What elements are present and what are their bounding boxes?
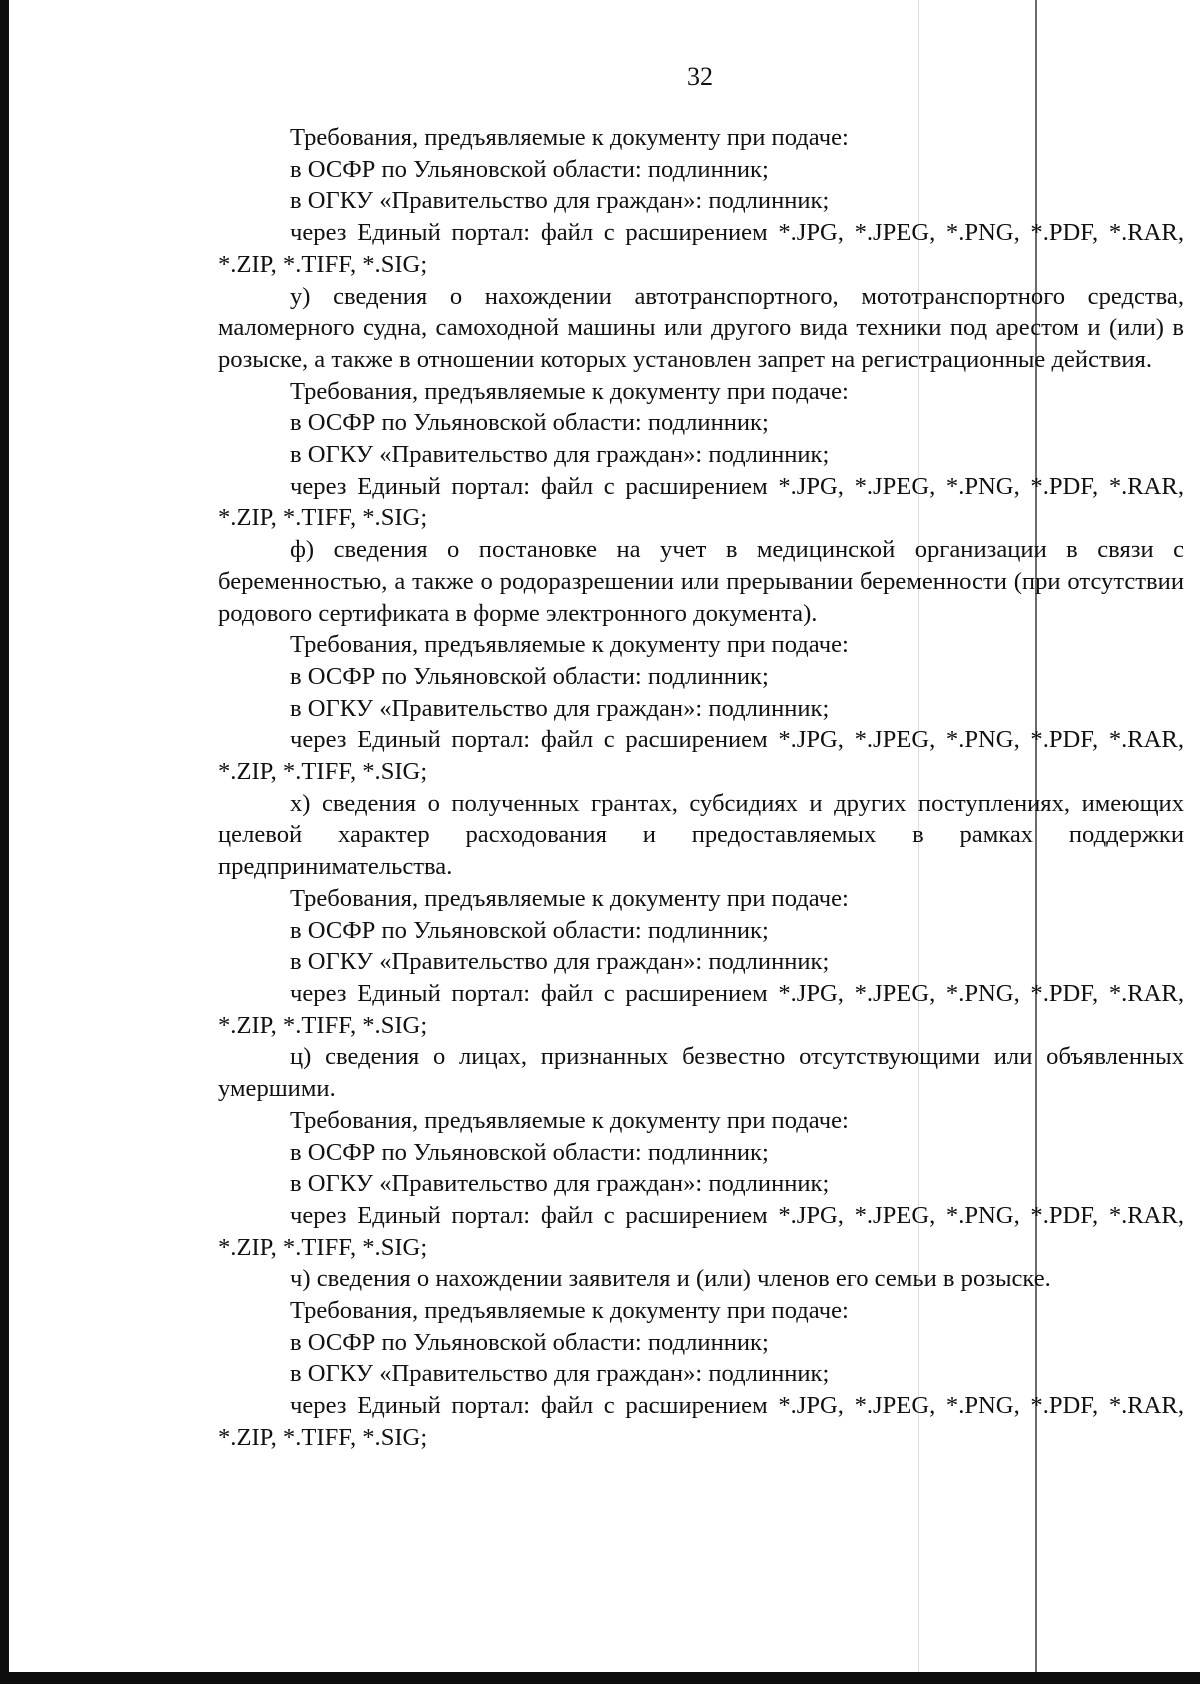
paragraph: через Единый портал: файл с расширением *.JPG, *.JPEG, *.PNG, *.PDF, *.RAR, *.ZIP, *.TIFF, *.SIG; (218, 979, 1184, 1039)
paragraph: через Единый портал: файл с расширением *.JPG, *.JPEG, *.PNG, *.PDF, *.RAR, *.ZIP, *.TIFF, *.SIG; (218, 1392, 1184, 1451)
text-line: Требования, предъявляемые к документу при подаче: (290, 1106, 849, 1134)
text-line: Требования, предъявляемые к документу при подаче: (290, 1297, 849, 1325)
text-line: в ОСФР по Ульяновской области: подлинник; (290, 1328, 769, 1356)
text-line: ч) сведения о нахождении заявителя и (или) членов его семьи в розыске. (290, 1265, 1051, 1293)
scan-edge-left (0, 0, 9, 1684)
text-line: Требования, предъявляемые к документу при подаче: (290, 631, 849, 659)
paragraph: через Единый портал: файл с расширением *.JPG, *.JPEG, *.PNG, *.PDF, *.RAR, *.ZIP, *.TIFF, *.SIG; (218, 472, 1184, 532)
paragraph: через Единый портал: файл с расширением *.JPG, *.JPEG, *.PNG, *.PDF, *.RAR, *.ZIP, *.TIFF, *.SIG; (218, 726, 1184, 786)
text-line: Требования, предъявляемые к документу при подаче: (290, 124, 849, 151)
text-line: в ОСФР по Ульяновской области: подлинник; (290, 155, 769, 183)
text-line: в ОГКУ «Правительство для граждан»: подлинник; (290, 1170, 830, 1198)
paragraph: через Единый портал: файл с расширением *.JPG, *.JPEG, *.PNG, *.PDF, *.RAR, *.ZIP, *.TIFF, *.SIG; (218, 219, 1184, 278)
text-line: в ОСФР по Ульяновской области: подлинник; (290, 662, 769, 690)
document-body (218, 122, 1184, 1454)
scan-edge-bottom (0, 1672, 1200, 1684)
page-number: 32 (687, 62, 713, 91)
paragraph: х) сведения о полученных грантах, субсидиях и других поступлениях, имеющих целевой характер расходования и предоставляемых в рамках поддержки предпринимательства. (218, 789, 1184, 881)
text-line: в ОГКУ «Правительство для граждан»: подлинник; (290, 441, 830, 469)
paragraph: у) сведения о нахождении автотранспортного, мототранспортного средства, маломерного судна, самоходной машины или другого вида техники под арестом и (или) в розыске, а также в отношении которых установлен запрет на регистрационные действия. (218, 282, 1184, 373)
text-line: Требования, предъявляемые к документу при подаче: (290, 377, 849, 405)
text-line: в ОГКУ «Правительство для граждан»: подлинник; (290, 948, 830, 976)
text-line: в ОСФР по Ульяновской области: подлинник; (290, 1138, 769, 1166)
text-line: Требования, предъявляемые к документу при подаче: (290, 884, 849, 912)
text-line: в ОСФР по Ульяновской области: подлинник; (290, 916, 769, 944)
text-line: в ОГКУ «Правительство для граждан»: подлинник; (290, 187, 830, 215)
paragraph: через Единый портал: файл с расширением *.JPG, *.JPEG, *.PNG, *.PDF, *.RAR, *.ZIP, *.TIFF, *.SIG; (218, 1201, 1184, 1261)
paragraph: ф) сведения о постановке на учет в медицинской организации в связи с беременностью, а также о родоразрешении или прерывании беременности (при отсутствии родового сертификата в форме электронного документа). (218, 536, 1184, 627)
text-line: в ОГКУ «Правительство для граждан»: подлинник; (290, 1360, 830, 1388)
text-line: в ОГКУ «Правительство для граждан»: подлинник; (290, 694, 830, 722)
paragraph: ц) сведения о лицах, признанных безвестно отсутствующими или объявленных умершими. (218, 1043, 1184, 1103)
text-line: в ОСФР по Ульяновской области: подлинник; (290, 409, 769, 437)
